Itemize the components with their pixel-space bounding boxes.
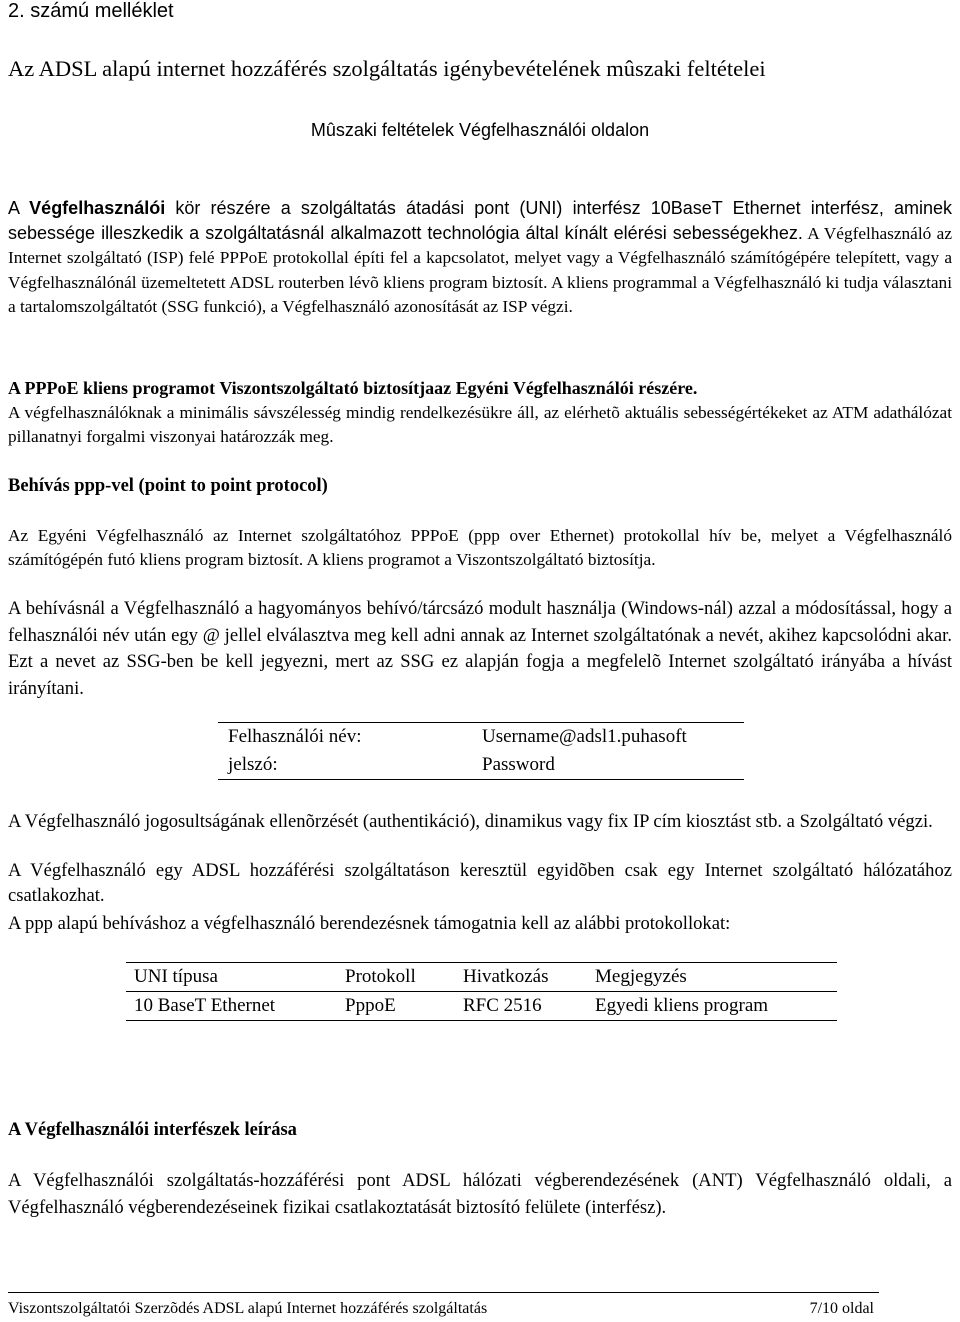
page-footer — [8, 1300, 874, 1318]
intro-text-serif: A Végfelhasználó az Internet szolgáltató (ISP) felé PPPoE protokollal építi fel a kapcsolatot, melyet vagy a Végfelhasználó számítógépére telepített, vagy a Végfelhasználónál üzemeltetett ADSL routerben lévõ kliens program biztosít. A kliens programmal a Végfelhasználó ki tudja választani a tartalomszolgáltatót (SSG funkció), a Végfelhasználó azonosítását az ISP végzi. — [8, 223, 952, 316]
cell-reference: RFC 2516 — [455, 992, 587, 1021]
single-isp-paragraph: A Végfelhasználó egy ADSL hozzáférési szolgáltatáson keresztül egyidõben csak egy Internet szolgáltató hálózatához csatlakozhat. — [8, 860, 952, 906]
credentials-table — [218, 722, 744, 780]
column-header-protocol: Protokoll — [337, 963, 455, 992]
page-number: 7/10 oldal — [809, 1300, 874, 1317]
annex-label: 2. számú melléklet — [8, 0, 174, 22]
intro-text-bold: Végfelhasználói — [29, 198, 166, 218]
intro-text-rest: kör részére a szolgáltatás átadási pont (UNI) interfész 10BaseT Ethernet interfész, aminek sebessége illeszkedik a szolgáltatásnál alkalmazott technológia által kínált elérési sebességekhez. — [8, 198, 953, 243]
intro-paragraph — [8, 196, 952, 320]
table-header-row — [126, 963, 837, 992]
footer-document-name: Viszontszolgáltatói Szerzõdés ADSL alapú Internet hozzáférés szolgáltatás — [8, 1300, 488, 1317]
username-label: Felhasználói név: — [218, 723, 472, 752]
password-value: Password — [472, 751, 744, 780]
auth-paragraph: A Végfelhasználó jogosultságának ellenõrzését (authentikáció), dinamikus vagy fix IP cím kiosztást stb. a Szolgáltató végzi. — [8, 811, 933, 832]
table-row — [126, 992, 837, 1021]
intro-text-start: A — [8, 198, 30, 218]
cell-note: Egyedi kliens program — [587, 992, 837, 1021]
cell-protocol: PppoE — [337, 992, 455, 1021]
ppp-paragraph-1: Az Egyéni Végfelhasználó az Internet szolgáltatóhoz PPPoE (ppp over Ethernet) protokollal hív be, melyet a Végfelhasználó számítógépén futó kliens program biztosít. A kliens programot a Viszontszolgáltató biztosítja. — [8, 526, 952, 569]
column-header-uni: UNI típusa — [126, 963, 337, 992]
ppp-heading: Behívás ppp-vel (point to point protocol) — [8, 476, 328, 496]
column-header-reference: Hivatkozás — [455, 963, 587, 992]
table-row — [218, 751, 744, 780]
interface-paragraph: A Végfelhasználói szolgáltatás-hozzáférési pont ADSL hálózati végberendezésének (ANT) Végfelhasználó oldali, a Végfelhasználó végberendezéseinek fizikai csatlakoztatását biztosító felülete (interfész). — [8, 1170, 952, 1218]
document-title: Az ADSL alapú internet hozzáférés szolgáltatás igénybevételének mûszaki feltételei — [8, 56, 766, 81]
document-subtitle: Mûszaki feltételek Végfelhasználói oldalon — [310, 120, 650, 140]
cell-uni: 10 BaseT Ethernet — [126, 992, 337, 1021]
bold-statement: A PPPoE kliens programot Viszontszolgáltató biztosítjaaz Egyéni Végfelhasználói részére. — [8, 378, 698, 398]
interface-heading: A Végfelhasználói interfészek leírása — [8, 1120, 297, 1140]
footer-divider — [8, 1292, 879, 1293]
protocol-table — [126, 962, 837, 1021]
ppp-paragraph-2: A behívásnál a Végfelhasználó a hagyományos behívó/tárcsázó modult használja (Windows-nál) azzal a módosítással, hogy a felhasználói név után egy @ jellel elválasztva meg kell adni annak az Internet szolgáltatónak a nevét, akihez kapcsolódni akar. Ezt a nevet az SSG-ben be kell jegyezni, mert az SSG ez alapján fogja a megfelelõ Internet szolgáltató irányába a hívást irányítani. — [8, 598, 952, 699]
password-label: jelszó: — [218, 751, 472, 780]
column-header-note: Megjegyzés — [587, 963, 837, 992]
table-row — [218, 723, 744, 752]
username-value: Username@adsl1.puhasoft — [472, 723, 744, 752]
protocols-intro: A ppp alapú behíváshoz a végfelhasználó berendezésnek támogatnia kell az alábbi protokollokat: — [8, 913, 731, 934]
bandwidth-paragraph: A végfelhasználóknak a minimális sávszélesség mindig rendelkezésükre áll, az elérhetõ aktuális sebességértékeket az ATM adathálózat pillanatnyi forgalmi viszonyai határozzák meg. — [8, 403, 952, 446]
